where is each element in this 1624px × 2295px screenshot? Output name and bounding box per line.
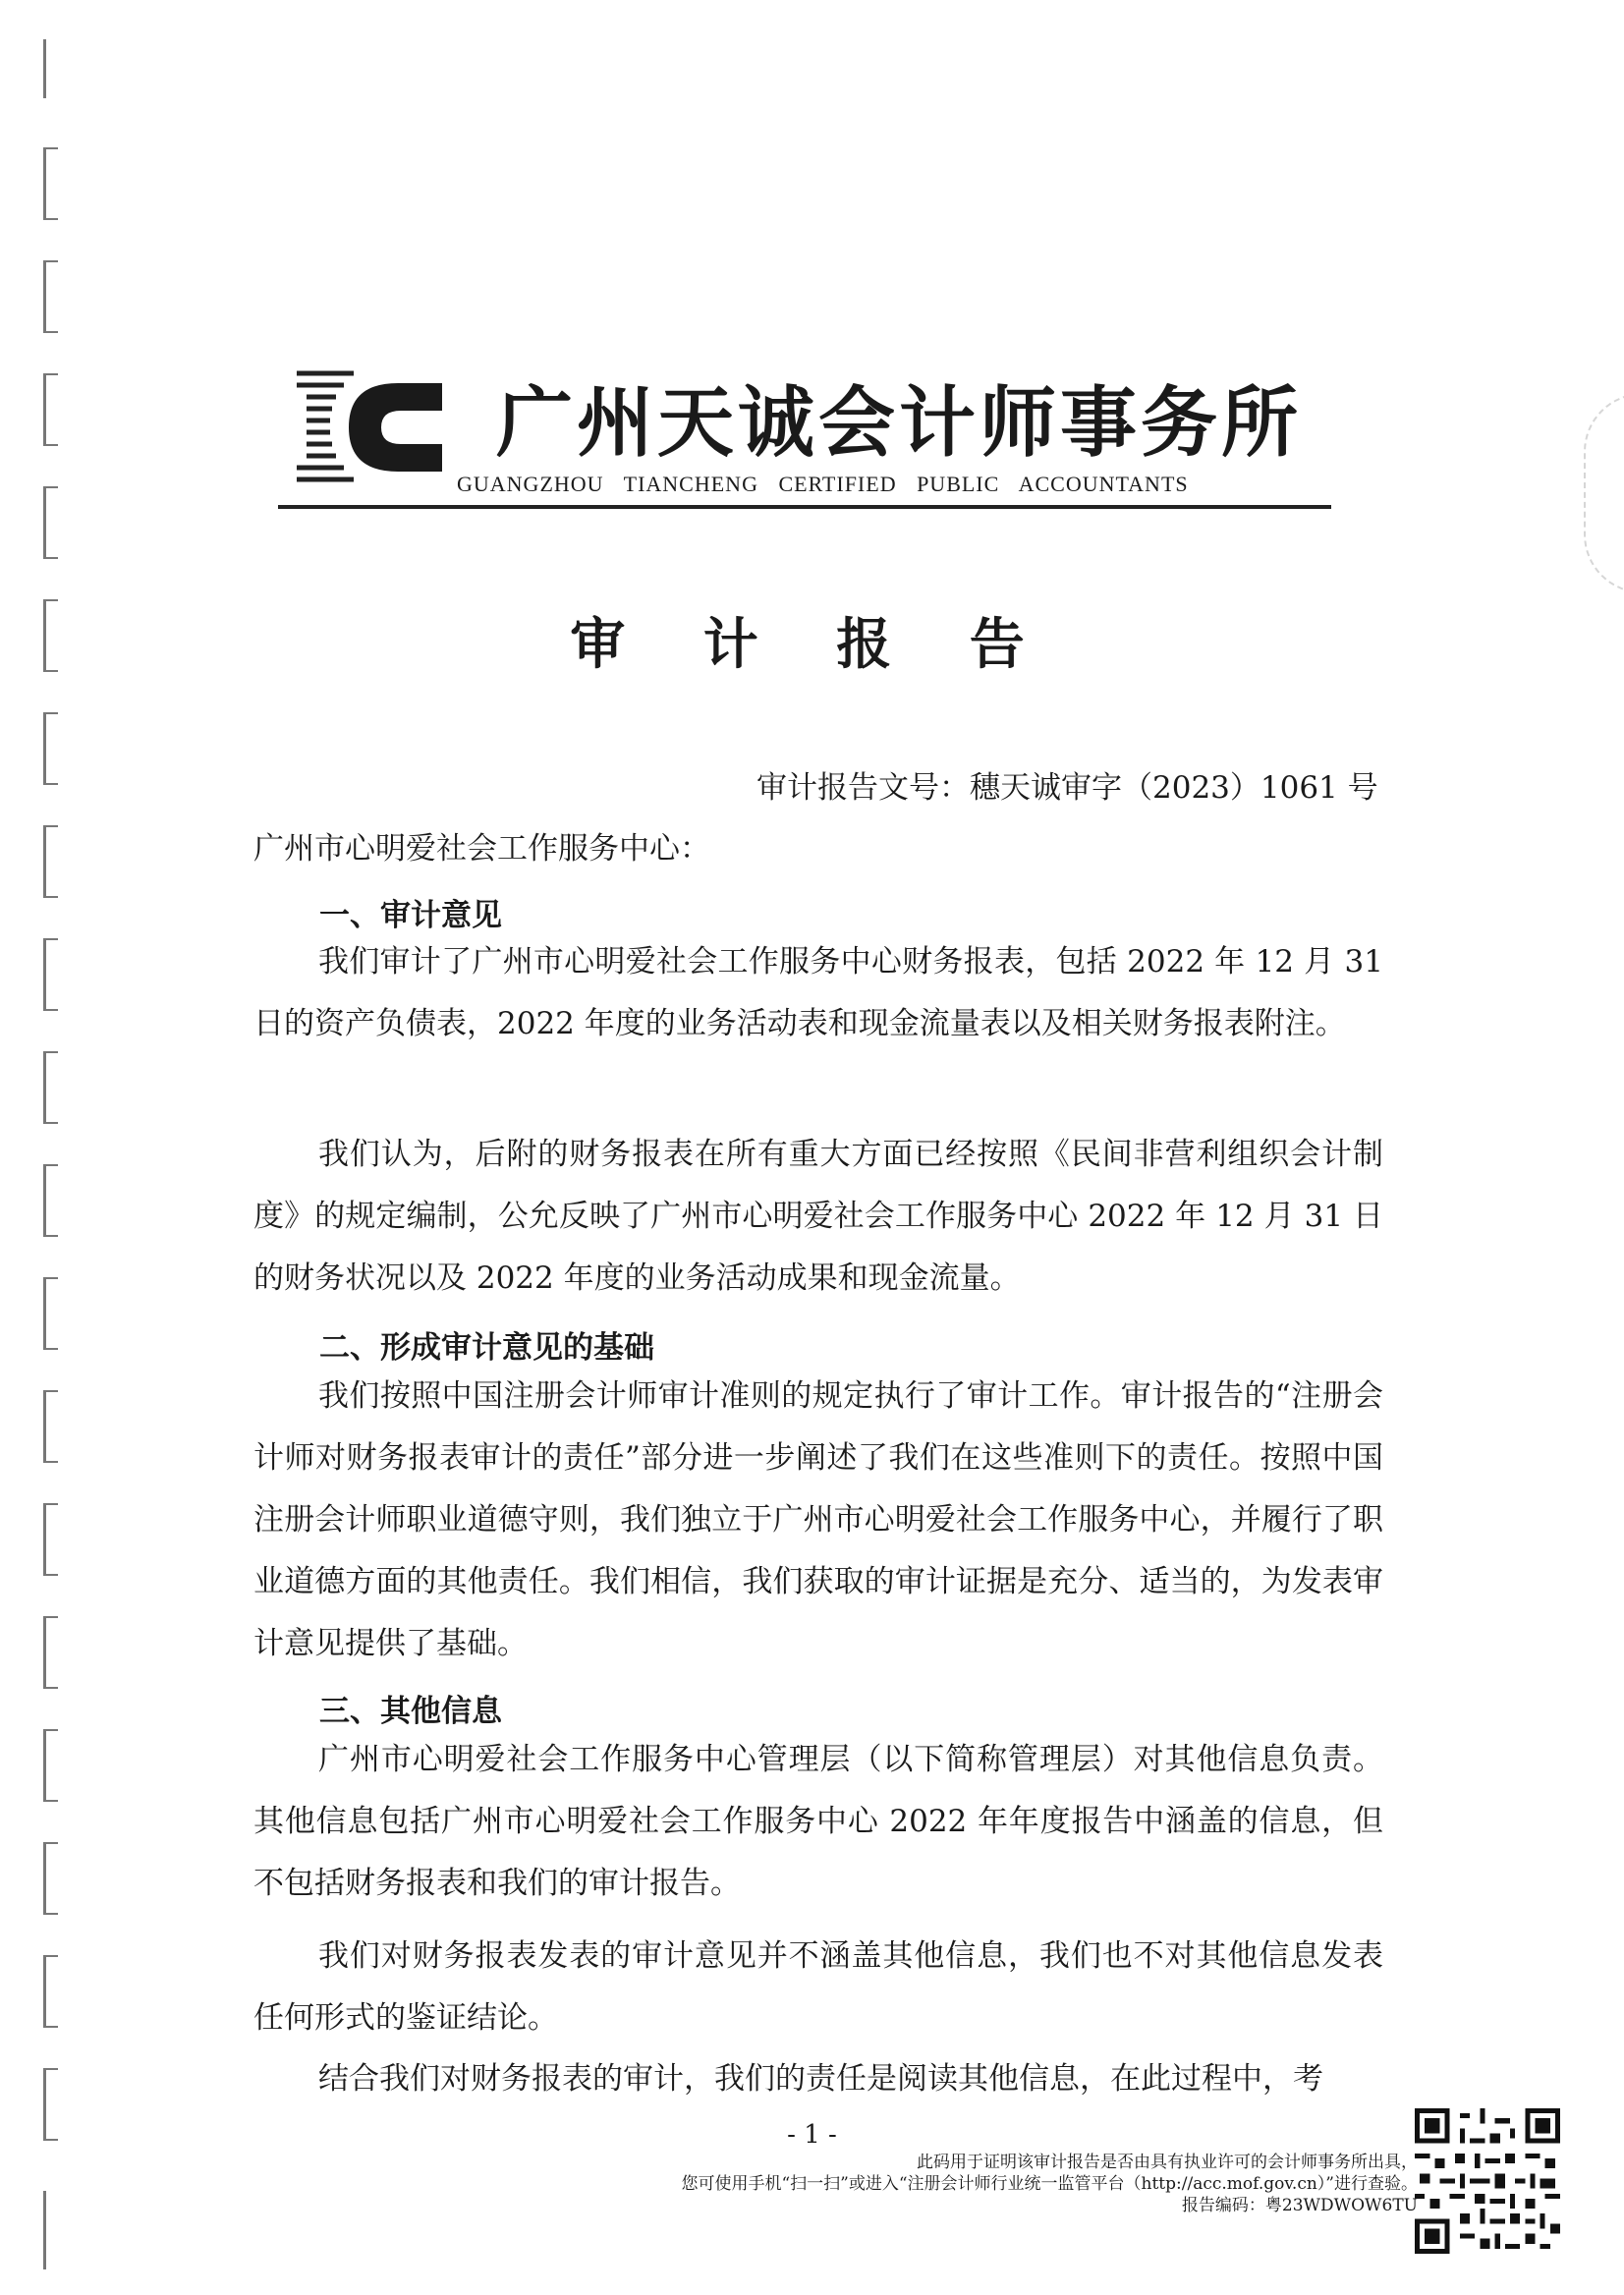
seal-edge	[1584, 393, 1624, 593]
binding-mark	[43, 1164, 58, 1237]
binding-mark	[43, 39, 58, 98]
section-heading: 二、形成审计意见的基础	[319, 1330, 654, 1366]
binding-mark	[43, 1051, 58, 1124]
verification-line: 此码用于证明该审计报告是否由具有执业许可的会计师事务所出具，	[917, 2153, 1418, 2172]
qr-code-icon	[1415, 2108, 1560, 2254]
binding-mark	[43, 1390, 58, 1463]
verification-note	[681, 2152, 1418, 2216]
report-number: 审计报告文号：穗天诚审字（2023）1061 号	[756, 770, 1378, 806]
binding-mark	[43, 1729, 58, 1802]
binding-mark	[43, 1842, 58, 1915]
paragraph: 结合我们对财务报表的审计，我们的责任是阅读其他信息，在此过程中，考	[318, 2061, 1323, 2097]
page-number: - 1 -	[787, 2120, 837, 2150]
binding-mark	[43, 1955, 58, 2028]
binding-mark	[43, 1277, 58, 1350]
binding-mark	[43, 147, 58, 220]
firm-logo-icon	[295, 364, 452, 491]
firm-name-cn: 广州天诚会计师事务所	[496, 379, 1303, 468]
binding-mark	[43, 486, 58, 559]
section-heading: 三、其他信息	[319, 1694, 502, 1729]
binding-mark	[43, 712, 58, 785]
binding-mark	[43, 938, 58, 1011]
header-divider	[278, 505, 1331, 509]
binding-mark	[43, 1616, 58, 1689]
binding-mark	[43, 2191, 58, 2269]
binding-mark	[43, 260, 58, 333]
document-title: 审 计 报 告	[570, 612, 1054, 677]
addressee: 广州市心明爱社会工作服务中心：	[253, 831, 710, 867]
paragraph: 我们对财务报表发表的审计意见并不涵盖其他信息，我们也不对其他信息发表任何形式的鉴证结论。	[253, 1938, 1383, 2036]
firm-name-en: GUANGZHOU TIANCHENG CERTIFIED PUBLIC ACCOUNTANTS	[457, 472, 1189, 496]
paragraph: 我们按照中国注册会计师审计准则的规定执行了审计工作。审计报告的“注册会计师对财务报表审计的责任”部分进一步阐述了我们在这些准则下的责任。按照中国注册会计师职业道德守则，我们独立于广州市心明爱社会工作服务中心，并履行了职业道德方面的其他责任。我们相信，我们获取的审计证据是充分、适当的，为发表审计意见提供了基础。	[253, 1378, 1383, 1661]
verification-line: 您可使用手机“扫一扫”或进入“注册会计师行业统一监管平台（http://acc.mof.gov.cn）”进行查验。	[681, 2174, 1418, 2194]
paragraph: 我们审计了广州市心明爱社会工作服务中心财务报表，包括 2022 年 12 月 31 日的资产负债表，2022 年度的业务活动表和现金流量表以及相关财务报表附注。	[253, 944, 1383, 1041]
paragraph: 我们认为，后附的财务报表在所有重大方面已经按照《民间非营利组织会计制度》的规定编制，公允反映了广州市心明爱社会工作服务中心 2022 年 12 月 31 日的财务状况以及 2022 年度的业务活动成果和现金流量。	[253, 1137, 1383, 1296]
section-heading: 一、审计意见	[319, 898, 502, 933]
paragraph: 广州市心明爱社会工作服务中心管理层（以下简称管理层）对其他信息负责。其他信息包括广州市心明爱社会工作服务中心 2022 年年度报告中涵盖的信息，但不包括财务报表和我们的审计报告。	[253, 1742, 1383, 1901]
binding-mark	[43, 825, 58, 898]
binding-mark	[43, 373, 58, 446]
binding-mark	[43, 1503, 58, 1576]
report-code: 报告编码：粤23WDWOW6TU	[1181, 2196, 1418, 2215]
